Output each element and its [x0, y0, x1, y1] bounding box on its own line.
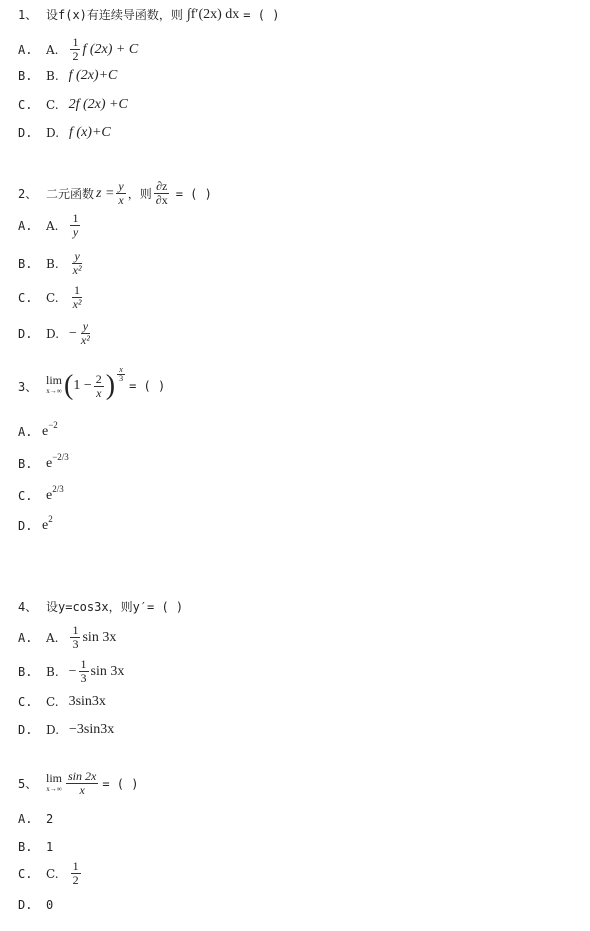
option-label: A. — [46, 42, 59, 57]
lim-subscript: x→∞ — [46, 387, 62, 395]
minus-sign: − — [69, 325, 77, 341]
inner-expression: 1 − — [73, 378, 92, 393]
fraction: $\frac{1}{y}$ — [72, 211, 79, 239]
option-expression: 3sin3x — [68, 694, 106, 709]
option-letter: C. — [18, 695, 33, 709]
option-expression: sin 3x — [90, 663, 125, 679]
answer-blank: = ( ) — [175, 186, 212, 201]
exponent: −2 — [48, 420, 58, 430]
fraction: $\frac{\sin 2x}{x}$ — [68, 769, 97, 797]
question-stem — [18, 6, 279, 23]
lim-subscript: x→∞ — [46, 784, 62, 793]
option-a[interactable] — [18, 812, 53, 826]
integral-expression: ∫f′(2x) dx — [186, 6, 240, 22]
option-b[interactable] — [18, 840, 53, 854]
fraction: $\frac{2}{x}$ — [95, 371, 102, 400]
fraction: $\frac{1}{3}$ — [72, 623, 79, 651]
stem-variable: z = — [96, 185, 115, 201]
option-expression: f (2x)+C — [68, 68, 118, 83]
option-value: 1 — [46, 840, 54, 854]
option-b[interactable] — [18, 452, 69, 472]
fraction: $\frac{1}{2}$ — [72, 35, 79, 63]
option-expression: f (x)+C — [69, 125, 111, 140]
exponent-fraction: $\frac{x}{3}$ — [119, 364, 124, 383]
option-letter: C. — [18, 866, 33, 881]
stem-text: ，则 — [127, 187, 152, 201]
option-a[interactable] — [18, 212, 82, 239]
option-letter: B. — [18, 664, 33, 679]
lim-operator: lim — [46, 373, 63, 387]
exp-base: e — [42, 424, 49, 439]
question-number: 3、 — [18, 379, 38, 394]
question-number: 5、 — [18, 777, 38, 791]
option-letter: B. — [18, 840, 33, 854]
option-letter: D. — [18, 898, 33, 912]
exp-base: e — [46, 456, 53, 471]
exp-base: e — [42, 518, 49, 533]
option-c[interactable] — [18, 97, 128, 113]
option-letter: C. — [18, 98, 33, 112]
option-letter: D. — [18, 519, 33, 533]
fraction: $\frac{y}{x}$ — [118, 179, 124, 207]
exponent: 2 — [48, 514, 53, 524]
option-label: C. — [46, 695, 59, 709]
exp-base: e — [46, 488, 53, 503]
option-letter: D. — [18, 326, 33, 341]
fraction: $\frac{y}{\text{x²}}$ — [80, 319, 90, 347]
exponent: −2/3 — [52, 452, 69, 462]
option-letter: B. — [18, 69, 33, 83]
option-letter: A. — [18, 425, 33, 439]
option-letter: A. — [18, 630, 33, 645]
option-expression: sin 3x — [82, 629, 117, 645]
option-d[interactable] — [18, 722, 114, 738]
option-letter: B. — [18, 256, 33, 271]
option-letter: C. — [18, 290, 33, 305]
minus-sign: − — [68, 663, 77, 679]
option-letter: D. — [18, 126, 33, 140]
option-b[interactable] — [18, 250, 86, 277]
question-stem — [18, 598, 183, 615]
stem-text: 二元函数 — [46, 187, 95, 201]
question-number: 4、 — [18, 600, 38, 614]
option-label: D. — [46, 723, 60, 737]
option-value: 2 — [46, 812, 54, 826]
option-letter: A. — [18, 42, 33, 57]
option-label: A. — [46, 630, 59, 645]
option-label: C. — [46, 98, 59, 112]
option-b[interactable] — [18, 658, 124, 685]
fraction: $\frac{1}{3}$ — [80, 657, 87, 685]
option-letter: A. — [18, 812, 33, 826]
question-stem — [18, 770, 138, 797]
fraction: $\frac{y}{\text{x²}}$ — [72, 249, 82, 277]
option-a[interactable] — [18, 624, 116, 651]
answer-blank: = ( ) — [243, 7, 280, 22]
option-label: B. — [46, 69, 59, 83]
question-number: 2、 — [18, 187, 38, 201]
option-a[interactable] — [18, 36, 138, 63]
stem-text: 设y=cos3x，则y′= ( ) — [46, 600, 184, 614]
option-d[interactable] — [18, 898, 53, 912]
question-stem — [18, 180, 212, 207]
option-expression: 2f (2x) +C — [68, 97, 128, 112]
option-letter: D. — [18, 723, 33, 737]
option-c[interactable] — [18, 284, 86, 311]
option-d[interactable] — [18, 514, 53, 534]
fraction: $\frac{1}{2}$ — [72, 859, 79, 887]
option-expression: −3sin3x — [69, 722, 115, 737]
option-expression: f (2x) + C — [82, 41, 139, 57]
option-label: B. — [46, 256, 59, 271]
option-a[interactable] — [18, 420, 58, 440]
derivative-fraction: $\frac{\partial z}{\partial x}$ — [155, 179, 168, 207]
option-c[interactable] — [18, 484, 64, 504]
answer-blank: = ( ) — [129, 379, 166, 393]
option-letter: B. — [18, 457, 33, 471]
option-value: 0 — [46, 898, 54, 912]
option-label: D. — [46, 326, 60, 341]
right-paren: ) — [105, 370, 116, 401]
stem-text: 设f(x)有连续导函数，则 — [46, 8, 183, 22]
option-d[interactable] — [18, 125, 111, 141]
option-label: A. — [46, 218, 59, 233]
option-d[interactable] — [18, 320, 94, 347]
answer-blank: = ( ) — [102, 776, 139, 791]
option-letter: C. — [18, 489, 33, 503]
lim-operator: lim — [46, 770, 63, 785]
option-letter: A. — [18, 218, 33, 233]
option-c[interactable] — [18, 860, 83, 887]
fraction: $\frac{1}{\text{x²}}$ — [72, 283, 82, 311]
option-b[interactable] — [18, 68, 117, 84]
exponent: 2/3 — [52, 484, 64, 494]
question-stem — [18, 364, 166, 401]
left-paren: ( — [64, 370, 74, 401]
option-c[interactable] — [18, 694, 106, 710]
option-label: D. — [46, 126, 60, 140]
option-label: C. — [46, 866, 59, 881]
option-label: B. — [46, 664, 59, 679]
option-label: C. — [46, 290, 59, 305]
question-number: 1、 — [18, 8, 38, 22]
